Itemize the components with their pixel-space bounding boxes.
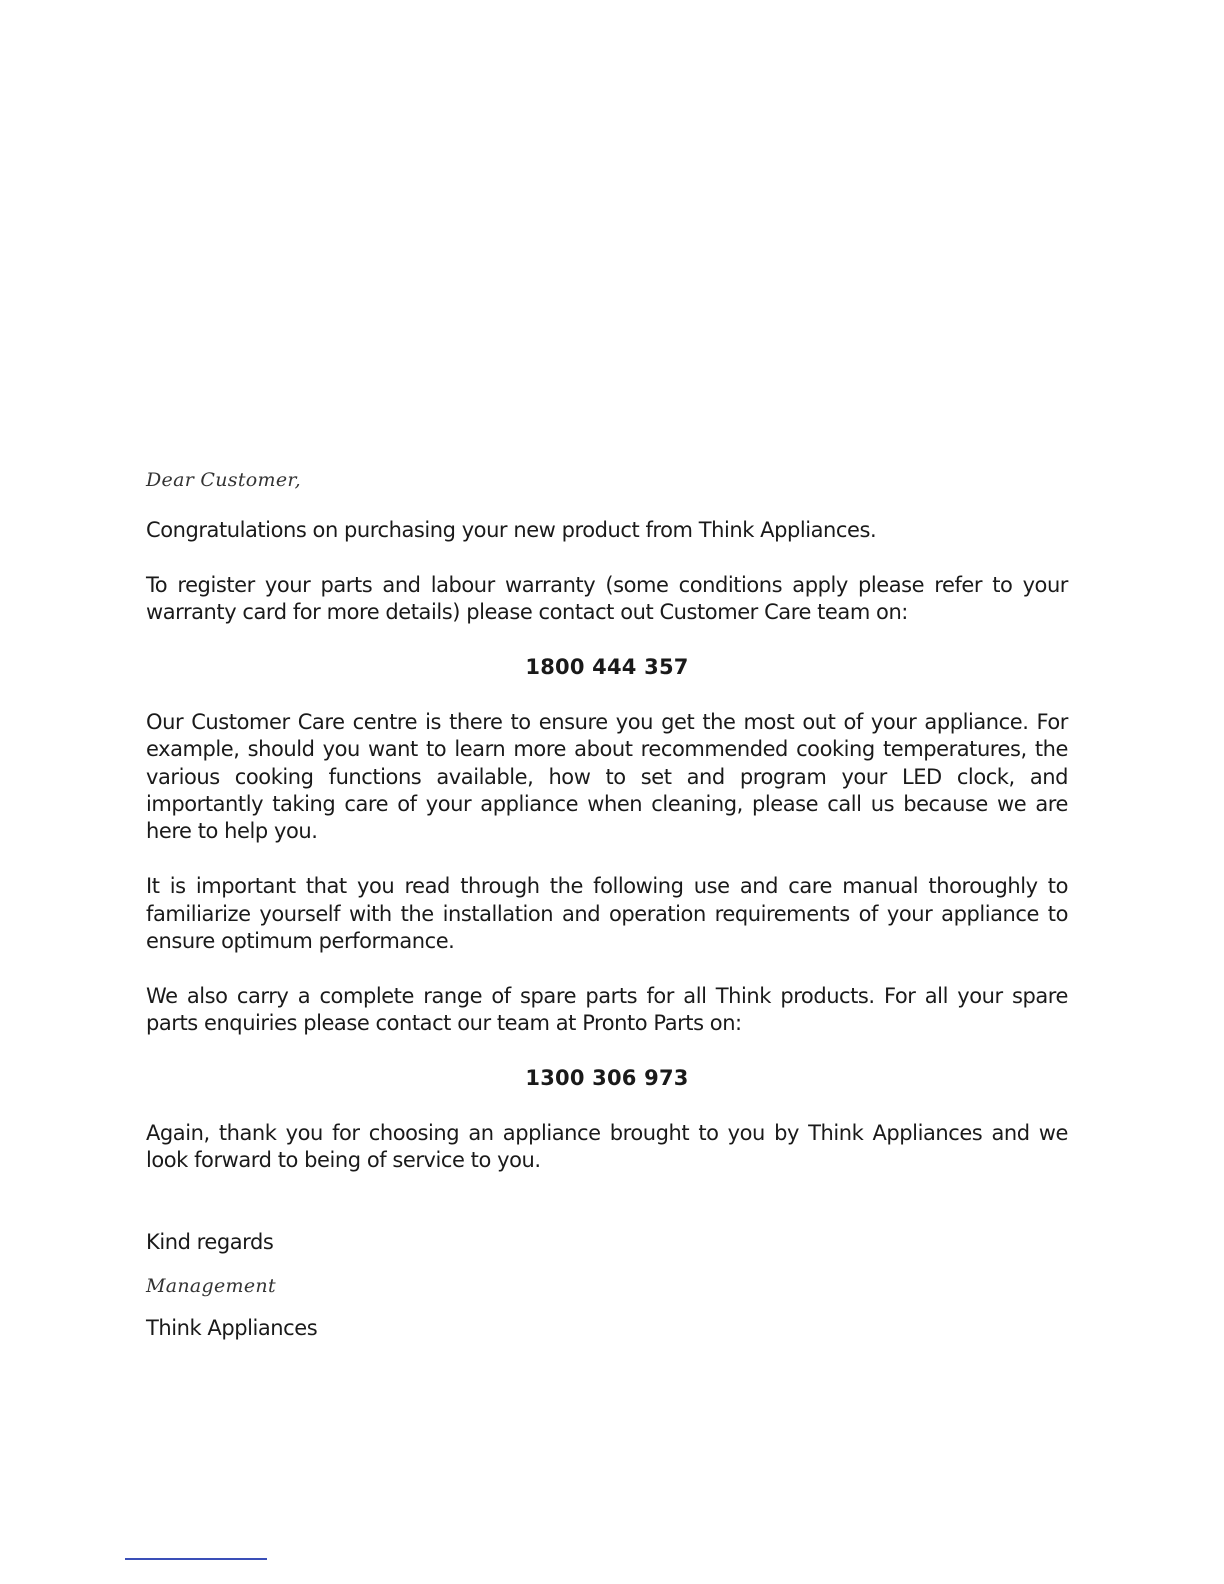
company-name: Think Appliances xyxy=(146,1315,318,1340)
greeting: Dear Customer, xyxy=(146,469,302,491)
thanks-paragraph: Again, thank you for choosing an appliance brought to you by Think Appliances and we look forward to being of service to you. xyxy=(146,1120,1068,1173)
footnote-separator xyxy=(125,1558,267,1560)
warranty-registration-paragraph: To register your parts and labour warranty (some conditions apply please refer to your warranty card for more details) please contact out Customer Care team on: xyxy=(146,572,1068,625)
letter-body xyxy=(146,463,1068,1342)
closing: Kind regards xyxy=(146,1230,274,1255)
intro-paragraph: Congratulations on purchasing your new product from Think Appliances. xyxy=(146,518,877,542)
signature: Management xyxy=(146,1274,276,1297)
spare-parts-paragraph: We also carry a complete range of spare parts for all Think products. For all your spare parts enquiries please contact our team at Pronto Parts on: xyxy=(146,983,1068,1036)
manual-paragraph: It is important that you read through the following use and care manual thoroughly to familiarize yourself with the installation and operation requirements of your appliance to ensure optimum performance. xyxy=(146,874,1068,954)
spare-parts-phone: 1300 306 973 xyxy=(525,1066,689,1091)
customer-care-paragraph: Our Customer Care centre is there to ensure you get the most out of your appliance. For example, should you want to learn more about recommended cooking temperatures, the various cooking functions available, how to set and program your LED clock, and importantly taking care of your appliance when cleaning, please call us because we are here to help you. xyxy=(146,709,1068,844)
customer-care-phone: 1800 444 357 xyxy=(525,655,689,679)
